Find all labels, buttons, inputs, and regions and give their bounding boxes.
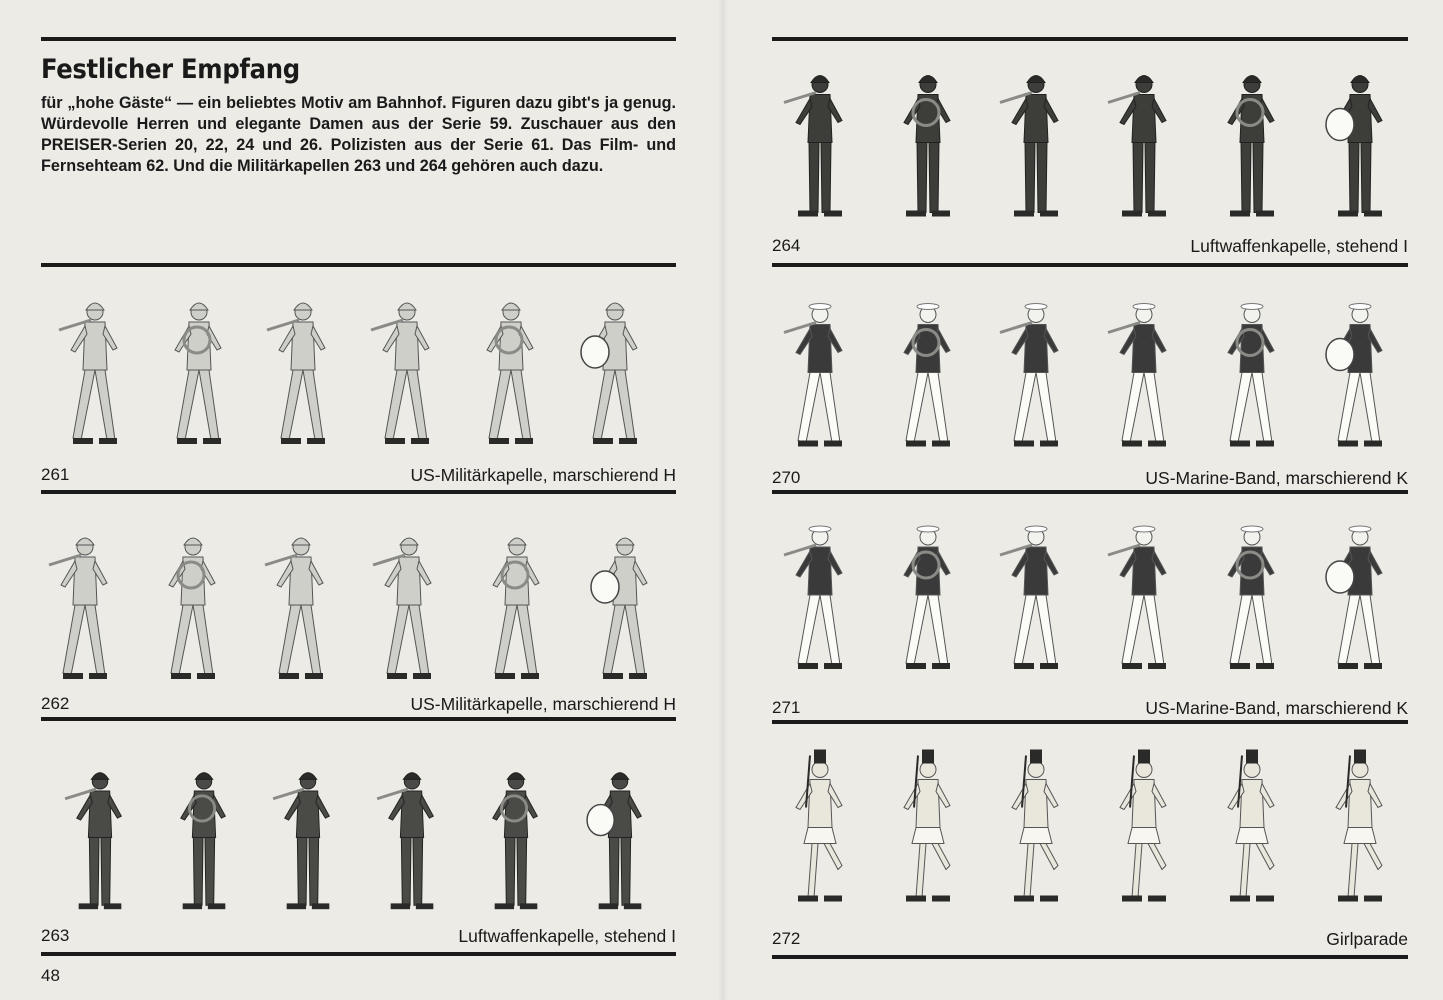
rule-right-3	[772, 720, 1408, 724]
intro-block	[41, 54, 676, 177]
figurine-263-4	[372, 760, 452, 915]
figure-row-262	[45, 525, 665, 685]
set-title-261: US-Militärkapelle, marschierend H	[410, 465, 676, 485]
figurine-263-5	[476, 760, 556, 915]
figurine-271-4	[1104, 500, 1184, 690]
figurine-272-3	[996, 735, 1076, 920]
figurine-264-2	[888, 60, 968, 225]
rule-left-2	[41, 490, 676, 494]
set-title-272: Girlparade	[1326, 929, 1408, 949]
figurine-261-5	[471, 290, 551, 450]
figure-row-261	[55, 290, 655, 450]
book-spine-shadow	[718, 0, 728, 1000]
set-number-264: 264	[772, 236, 801, 255]
figurine-264-6	[1320, 60, 1400, 225]
figure-row-264	[780, 60, 1400, 225]
rule-left-4	[41, 952, 676, 956]
figurine-272-5	[1212, 735, 1292, 920]
figurine-272-1	[780, 735, 860, 920]
figurine-262-6	[585, 525, 665, 685]
figurine-264-5	[1212, 60, 1292, 225]
figurine-270-2	[888, 290, 968, 455]
intro-text: für „hohe Gäste“ — ein beliebtes Motiv am Bahnhof. Figuren dazu gibt's ja genug. Würdevolle Herren und elegante Damen aus der Serie 59. Zuschauer aus den PREISER-Serien 20, 22, 24 und 26. Polizisten aus der Serie 61. Das Film- und Fernsehteam 62. Und die Militärkapellen 263 und 264 gehören auch dazu.	[41, 94, 676, 175]
figurine-261-2	[159, 290, 239, 450]
set-number-270: 270	[772, 468, 801, 487]
set-title-262: US-Militärkapelle, marschierend H	[410, 694, 676, 714]
figure-row-263	[60, 760, 660, 915]
set-number-262: 262	[41, 694, 70, 713]
figurine-263-1	[60, 760, 140, 915]
figurine-264-1	[780, 60, 860, 225]
rule-right-1	[772, 263, 1408, 267]
figurine-270-4	[1104, 290, 1184, 455]
set-number-263: 263	[41, 926, 70, 945]
figurine-261-1	[55, 290, 135, 450]
set-title-271: US-Marine-Band, marschierend K	[1145, 698, 1408, 718]
page-number: 48	[41, 966, 60, 985]
set-title-270: US-Marine-Band, marschierend K	[1145, 468, 1408, 488]
figurine-270-6	[1320, 290, 1400, 455]
figurine-263-2	[164, 760, 244, 915]
figurine-271-5	[1212, 500, 1292, 690]
figurine-262-4	[369, 525, 449, 685]
rule-left-1	[41, 263, 676, 267]
set-number-261: 261	[41, 465, 70, 484]
rule-left-3	[41, 717, 676, 721]
rule-right-4	[772, 955, 1408, 959]
figurine-270-1	[780, 290, 860, 455]
figurine-261-6	[575, 290, 655, 450]
figurine-271-3	[996, 500, 1076, 690]
figurine-271-6	[1320, 500, 1400, 690]
figurine-262-2	[153, 525, 233, 685]
figurine-272-6	[1320, 735, 1400, 920]
figurine-261-3	[263, 290, 343, 450]
page-title: Festlicher Empfang	[41, 54, 300, 85]
figure-row-271	[780, 500, 1400, 690]
figurine-264-4	[1104, 60, 1184, 225]
figurine-261-4	[367, 290, 447, 450]
figurine-270-5	[1212, 290, 1292, 455]
set-title-263: Luftwaffenkapelle, stehend I	[458, 926, 676, 946]
rule-top-right	[772, 37, 1408, 41]
figurine-271-2	[888, 500, 968, 690]
figure-row-272	[780, 735, 1400, 920]
figurine-272-2	[888, 735, 968, 920]
figurine-263-3	[268, 760, 348, 915]
figure-row-270	[780, 290, 1400, 455]
figurine-271-1	[780, 500, 860, 690]
figurine-272-4	[1104, 735, 1184, 920]
set-number-271: 271	[772, 698, 801, 717]
figurine-263-6	[580, 760, 660, 915]
figurine-262-3	[261, 525, 341, 685]
rule-top-left	[41, 37, 676, 41]
set-number-272: 272	[772, 929, 801, 948]
figurine-264-3	[996, 60, 1076, 225]
figurine-262-5	[477, 525, 557, 685]
set-title-264: Luftwaffenkapelle, stehend I	[1190, 236, 1408, 256]
rule-right-2	[772, 490, 1408, 494]
figurine-262-1	[45, 525, 125, 685]
figurine-270-3	[996, 290, 1076, 455]
